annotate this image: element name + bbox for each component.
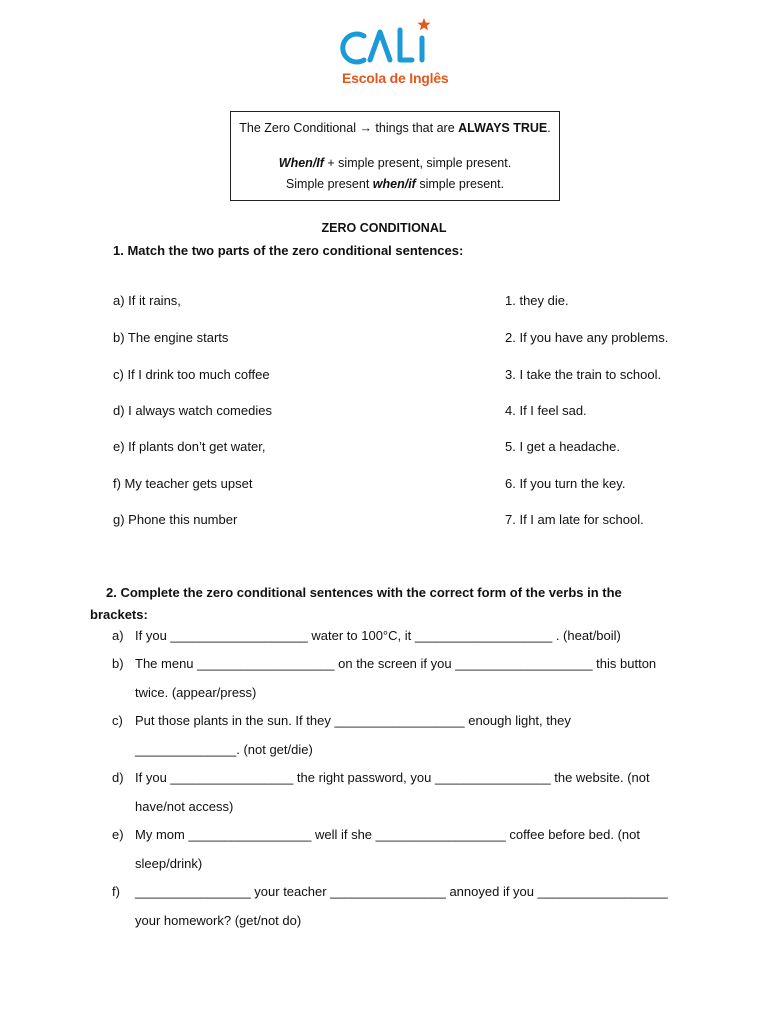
page-title: ZERO CONDITIONAL	[321, 221, 447, 235]
list-item: 4. If I feel sad.	[505, 403, 587, 418]
rule-line-1	[231, 121, 559, 135]
exercise-2-line: If you _________________ the right password, you ________________ the website. (not	[135, 770, 650, 785]
list-item: e) If plants don’t get water,	[113, 439, 266, 454]
zero-conditional-rule-box	[230, 111, 560, 201]
exercise-2-label-b: b)	[112, 656, 124, 671]
rule-line-1-end: .	[547, 121, 551, 135]
list-item: 2. If you have any problems.	[505, 330, 669, 345]
list-item: b) The engine starts	[113, 330, 229, 345]
rule-line-3-italic: when/if	[372, 177, 416, 191]
rule-line-2-text: + simple present, simple present.	[323, 156, 512, 170]
rule-line-2	[231, 156, 559, 170]
exercise-2-line: have/not access)	[135, 799, 234, 814]
rule-line-2-italic: When/If	[278, 156, 324, 170]
exercise-1-heading: 1. Match the two parts of the zero conditional sentences:	[113, 243, 464, 258]
exercise-2-line: your homework? (get/not do)	[135, 913, 302, 928]
cali-logo	[336, 14, 449, 94]
list-item: g) Phone this number	[113, 512, 238, 527]
list-item: 1. they die.	[505, 293, 569, 308]
exercise-2-line: The menu ___________________ on the screen if you ___________________ this button	[135, 656, 657, 671]
exercise-2-line: If you ___________________ water to 100°C, it ___________________ . (heat/boil)	[135, 628, 621, 643]
exercise-2-line: ________________ your teacher ________________ annoyed if you __________________	[135, 884, 668, 899]
list-item: 5. I get a headache.	[505, 439, 620, 454]
star-icon	[417, 18, 430, 30]
list-item: a) If it rains,	[113, 293, 181, 308]
exercise-2-line: ______________. (not get/die)	[135, 742, 313, 757]
rule-line-1-text: The Zero Conditional → things that are	[239, 121, 459, 135]
list-item: f) My teacher gets upset	[113, 476, 253, 491]
rule-line-3	[231, 177, 559, 191]
exercise-2-label-f: f)	[112, 884, 120, 899]
rule-line-3-text: Simple present	[285, 177, 373, 191]
exercise-2-line: twice. (appear/press)	[135, 685, 257, 700]
exercise-2-label-d: d)	[112, 770, 124, 785]
list-item: 7. If I am late for school.	[505, 512, 644, 527]
exercise-2-heading: 2. Complete the zero conditional sentences with the correct form of the verbs in the	[106, 585, 622, 600]
list-item: c) If I drink too much coffee	[113, 367, 270, 382]
exercise-2-label-e: e)	[112, 827, 124, 842]
rule-line-3-end: simple present.	[415, 177, 505, 191]
exercise-2-heading-continued: brackets:	[90, 607, 148, 622]
exercise-2-line: sleep/drink)	[135, 856, 203, 871]
exercise-2-label-c: c)	[112, 713, 123, 728]
exercise-2-line: My mom _________________ well if she __________________ coffee before bed. (not	[135, 827, 640, 842]
exercise-2-line: Put those plants in the sun. If they __________________ enough light, they	[135, 713, 571, 728]
exercise-2-label-a: a)	[112, 628, 124, 643]
logo-tagline: Escola de Inglês	[342, 70, 449, 86]
list-item: 3. I take the train to school.	[505, 367, 662, 382]
cali-logo-mark	[336, 14, 436, 74]
list-item: d) I always watch comedies	[113, 403, 272, 418]
list-item: 6. If you turn the key.	[505, 476, 626, 491]
rule-line-1-emphasis: ALWAYS TRUE	[458, 121, 548, 135]
